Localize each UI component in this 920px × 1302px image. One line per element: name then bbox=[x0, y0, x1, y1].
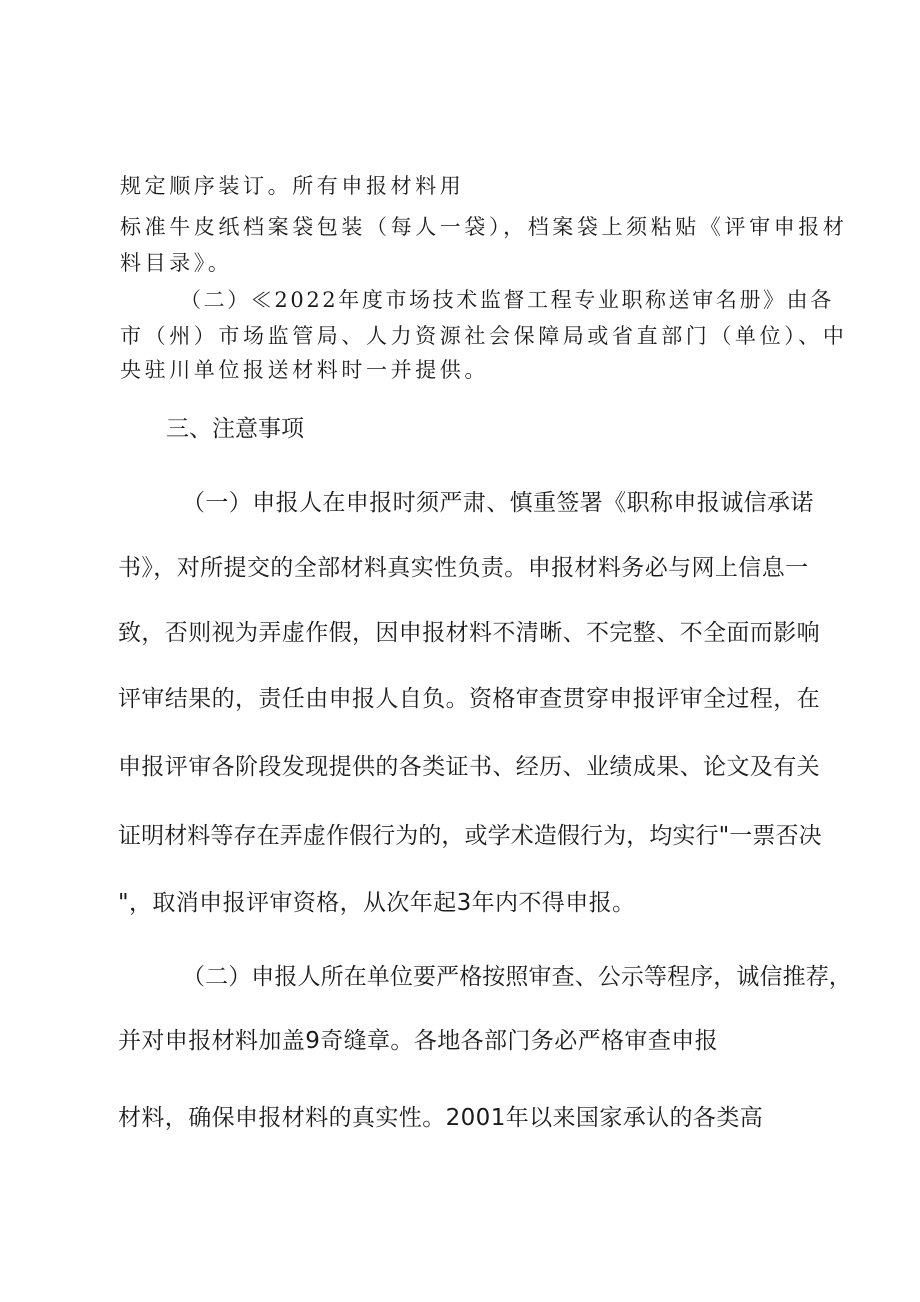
text-line: 市（州）市场监管局、人力资源社会保障局或省直部门（单位）、中 bbox=[120, 324, 848, 348]
text-line: 证明材料等存在弄虚作假行为的，或学术造假行为，均实行"一票否决 bbox=[118, 823, 822, 849]
text-line: （一）申报人在申报时须严肃、慎重签署《职称申报诚信承诺 bbox=[182, 490, 814, 516]
text-line: （二）申报人所在单位要严格按照审查、公示等程序，诚信推荐， bbox=[182, 964, 852, 990]
text-line: （二）≪2022年度市场技术监督工程专业职称送审名册》由各 bbox=[180, 288, 834, 312]
text-line: 料目录》。 bbox=[120, 251, 233, 275]
text-line: 标准牛皮纸档案袋包装（每人一袋），档案袋上须粘贴《评审申报材 bbox=[120, 215, 848, 239]
text-line: 材料，确保申报材料的真实性。2001年以来国家承认的各类高 bbox=[118, 1105, 764, 1131]
text-line: 书》，对所提交的全部材料真实性负责。申报材料务必与网上信息一 bbox=[118, 555, 809, 581]
text-line: "，取消申报评审资格，从次年起3年内不得申报。 bbox=[118, 890, 636, 916]
text-line: 央驻川单位报送材料时一并提供。 bbox=[120, 358, 489, 382]
text-line: 并对申报材料加盖9奇缝章。各地各部门务必严格审查申报 bbox=[118, 1028, 719, 1054]
text-line: 申报评审各阶段发现提供的各类证书、经历、业绩成果、论文及有关 bbox=[118, 754, 820, 780]
text-line: 评审结果的，责任由申报人自负。资格审查贯穿申报评审全过程，在 bbox=[118, 686, 820, 712]
text-line: 致，否则视为弄虚作假，因申报材料不清晰、不完整、不全面而影响 bbox=[118, 620, 820, 646]
text-line: 规定顺序装订。所有申报材料用 bbox=[120, 174, 465, 198]
section-heading: 三、注意事项 bbox=[166, 416, 304, 442]
